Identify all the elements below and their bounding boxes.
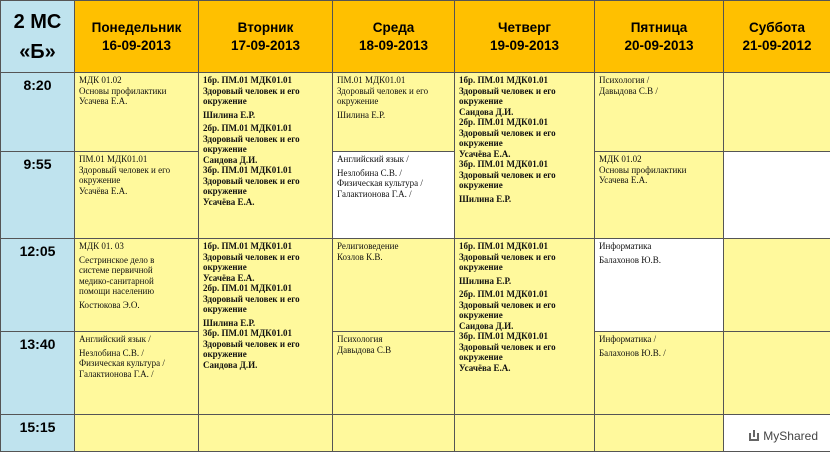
- sat-lesson-2: [724, 152, 830, 239]
- day-name: Четверг: [498, 19, 551, 35]
- fri-lesson-3: Информатика Балахонов Ю.В.: [595, 239, 724, 332]
- day-header-tue: [199, 1, 333, 73]
- day-date: 18-09-2013: [358, 37, 429, 53]
- sat-lesson-1: [724, 73, 830, 152]
- time-slot-1: 8:20: [1, 73, 75, 152]
- day-name: Понедельник: [91, 19, 182, 35]
- day-header-fri: [595, 1, 724, 73]
- time-slot-2: 9:55: [1, 152, 75, 239]
- watermark-text: MyShared: [763, 429, 818, 443]
- fri-lesson-1: Психология / Давыдова С.В /: [595, 73, 724, 152]
- day-header-thu: [455, 1, 595, 73]
- mon-lesson-4: Английский язык / Незлобина С.В. / Физическая культура / Галактионова Г.А. /: [75, 332, 199, 415]
- day-date: 21-09-2012: [742, 37, 812, 53]
- wed-lesson-5: [333, 415, 455, 452]
- sat-lesson-3: [724, 239, 830, 332]
- wed-lesson-2: Английский язык / Незлобина С.В. / Физическая культура / Галактионова Г.А. /: [333, 152, 455, 239]
- fri-lesson-5: [595, 415, 724, 452]
- day-name: Пятница: [630, 19, 688, 35]
- day-date: 19-09-2013: [489, 37, 560, 53]
- wed-lesson-3: Религиоведение Козлов К.В.: [333, 239, 455, 332]
- wed-lesson-1: ПМ.01 МДК01.01 Здоровый человек и его окружение Шилина Е.Р.: [333, 73, 455, 152]
- day-name: Среда: [372, 19, 415, 35]
- tue-block-1: 1бр. ПМ.01 МДК01.01 Здоровый человек и его окружение Шилина Е.Р. 2бр. ПМ.01 МДК01.01 Здоровый человек и его окружение Саидова Д.И. 3бр. ПМ.01 МДК01.01 Здоровый человек и его окружение Усачёва Е.А.: [199, 73, 333, 239]
- thu-lesson-5: [455, 415, 595, 452]
- mon-lesson-5: [75, 415, 199, 452]
- day-date: 16-09-2013: [101, 37, 172, 53]
- time-slot-3: 12:05: [1, 239, 75, 332]
- day-name: Вторник: [237, 19, 294, 35]
- tue-lesson-5: [199, 415, 333, 452]
- time-slot-5: 15:15: [1, 415, 75, 452]
- wed-lesson-4: Психология Давыдова С.В: [333, 332, 455, 415]
- thu-block-2: 1бр. ПМ.01 МДК01.01 Здоровый человек и его окружение Шилина Е.Р. 2бр. ПМ.01 МДК01.01 Здоровый человек и его окружение Саидова Д.И. 3бр. ПМ.01 МДК01.01 Здоровый человек и его окружение Усачёва Е.А.: [455, 239, 595, 415]
- fri-lesson-4: Информатика / Балахонов Ю.В. /: [595, 332, 724, 415]
- day-header-sat: [724, 1, 830, 73]
- day-header-wed: [333, 1, 455, 73]
- day-name: Суббота: [749, 19, 805, 35]
- watermark: [748, 429, 818, 443]
- sat-lesson-4: [724, 332, 830, 415]
- mon-lesson-1: МДК 01.02 Основы профилактики Усачева Е.А.: [75, 73, 199, 152]
- day-date: 17-09-2013: [230, 37, 301, 53]
- share-icon: [748, 430, 760, 442]
- group-line2: «Б»: [19, 40, 56, 63]
- tue-block-2: 1бр. ПМ.01 МДК01.01 Здоровый человек и его окружение Усачёва Е.А. 2бр. ПМ.01 МДК01.01 Здоровый человек и его окружение Шилина Е.Р. 3бр. ПМ.01 МДК01.01 Здоровый человек и его окружение Саидова Д.И.: [199, 239, 333, 415]
- time-slot-4: 13:40: [1, 332, 75, 415]
- day-date: 20-09-2013: [624, 37, 694, 53]
- day-header-mon: [75, 1, 199, 73]
- fri-lesson-2: МДК 01.02 Основы профилактики Усачева Е.А.: [595, 152, 724, 239]
- group-label: [1, 1, 75, 73]
- group-line1: 2 МС: [13, 10, 62, 33]
- thu-block-1: 1бр. ПМ.01 МДК01.01 Здоровый человек и его окружение Саидова Д.И. 2бр. ПМ.01 МДК01.01 Здоровый человек и его окружение Усачёва Е.А. 3бр. ПМ.01 МДК01.01 Здоровый человек и его окружение Шилина Е.Р.: [455, 73, 595, 239]
- mon-lesson-2: ПМ.01 МДК01.01 Здоровый человек и его окружение Усачёва Е.А.: [75, 152, 199, 239]
- mon-lesson-3: МДК 01. 03 Сестринское дело в системе первичной медико-санитарной помощи населению Костюкова Э.О.: [75, 239, 199, 332]
